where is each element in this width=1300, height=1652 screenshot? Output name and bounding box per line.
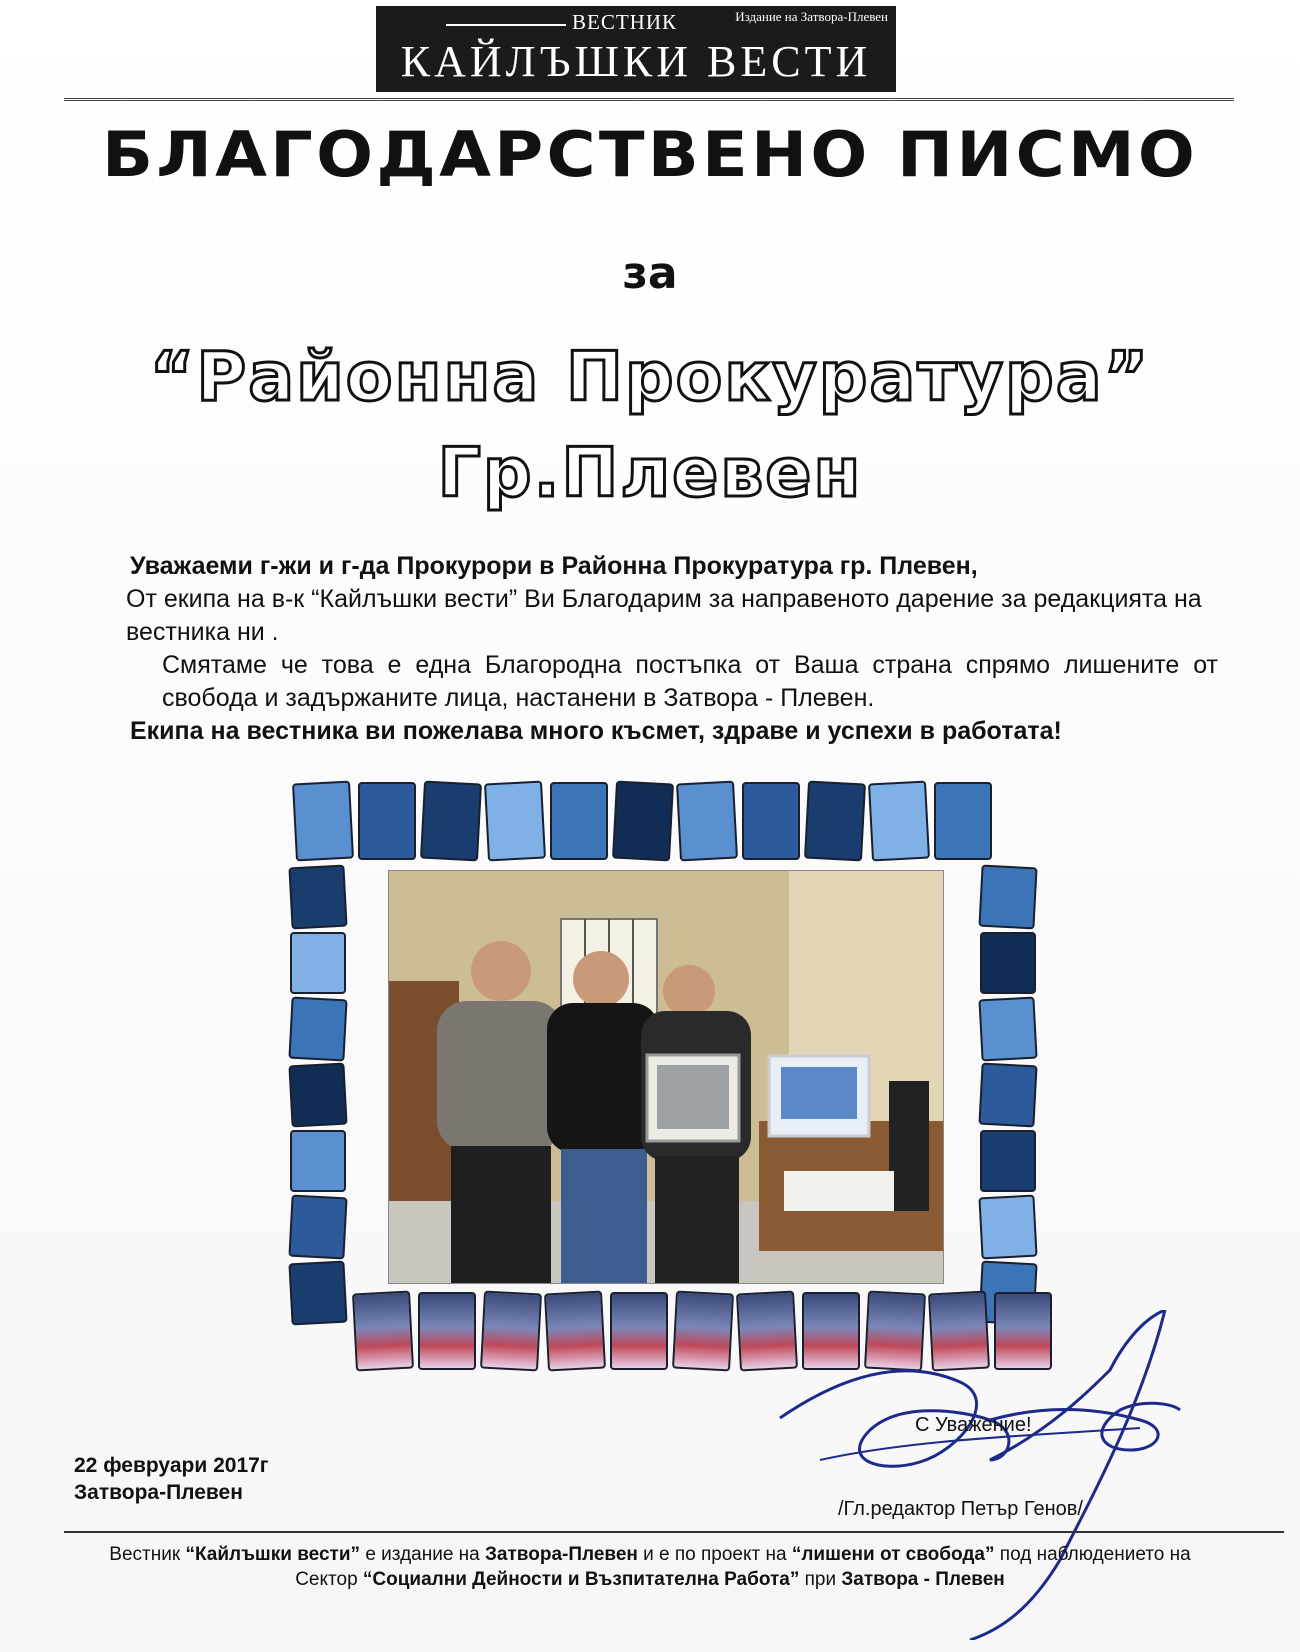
footer-text: при bbox=[799, 1569, 842, 1590]
frame-tile bbox=[612, 781, 674, 862]
letter-date: 22 февруари 2017г bbox=[74, 1454, 269, 1477]
frame-tile bbox=[978, 1195, 1037, 1260]
footer-line-1 bbox=[0, 1542, 1300, 1567]
footer-sector: “Социални Дейности и Възпитателна Работа” bbox=[362, 1569, 800, 1590]
footer-text: Вестник bbox=[109, 1544, 186, 1565]
frame-tile bbox=[352, 1291, 414, 1372]
frame-tile bbox=[288, 1261, 347, 1326]
bottom-divider bbox=[64, 1531, 1284, 1533]
frame-tile bbox=[978, 865, 1037, 930]
frame-tile bbox=[484, 781, 546, 862]
masthead-edition: Издание на Затвора-Плевен bbox=[735, 9, 888, 24]
frame-tile bbox=[934, 782, 992, 860]
recipient-organization: “Районна Прокуратура” bbox=[149, 338, 1151, 417]
masthead-rule bbox=[446, 24, 566, 26]
frame-tile bbox=[288, 997, 347, 1062]
paragraph-thanks: От екипа на в-к “Кайлъшки вести” Ви Благодарим за направеното дарение за редакцията на вестника ни . bbox=[126, 585, 1202, 646]
footer-text: Сектор bbox=[295, 1569, 363, 1590]
footer-prison: Затвора-Плевен bbox=[485, 1544, 638, 1565]
frame-tile bbox=[804, 781, 866, 862]
editor-name: /Гл.редактор Петър Генов/ bbox=[838, 1498, 1083, 1520]
frame-tile bbox=[288, 1063, 347, 1128]
regards-label: С Уважение! bbox=[915, 1414, 1032, 1436]
frame-tile bbox=[610, 1292, 668, 1370]
footer-project: “лишени от свобода” bbox=[791, 1544, 995, 1565]
top-divider bbox=[64, 98, 1234, 101]
masthead-title: КАЙЛЪШКИ ВЕСТИ bbox=[400, 37, 872, 86]
frame-tile bbox=[868, 781, 930, 862]
frame-tile bbox=[288, 1195, 347, 1260]
frame-tile bbox=[420, 781, 482, 862]
date-place bbox=[74, 1452, 269, 1506]
footer-text: е издание на bbox=[360, 1544, 486, 1565]
frame-tile bbox=[544, 1291, 606, 1372]
footer-text: и е по проект на bbox=[637, 1544, 792, 1565]
letter-place: Затвора-Плевен bbox=[74, 1481, 243, 1504]
frame-tile bbox=[288, 865, 347, 930]
frame-tile bbox=[418, 1292, 476, 1370]
frame-tile bbox=[292, 781, 354, 862]
frame-tile bbox=[978, 997, 1037, 1062]
frame-tile bbox=[676, 781, 738, 862]
frame-tile bbox=[358, 782, 416, 860]
frame-tile bbox=[672, 1291, 734, 1372]
paragraph-noble: Смятаме че това е една Благородна постъпка от Ваша страна спрямо лишените от свобода и задържаните лица, настанени в Затвора - Плевен. bbox=[162, 651, 1218, 712]
letter-body bbox=[108, 550, 1218, 748]
frame-tile bbox=[290, 1130, 346, 1192]
footer-text: под наблюдението на bbox=[994, 1544, 1191, 1565]
photo-illustration bbox=[389, 871, 944, 1284]
frame-tile bbox=[978, 1063, 1037, 1128]
for-label: за bbox=[622, 248, 678, 299]
group-photo bbox=[388, 870, 944, 1284]
footer-line-2 bbox=[0, 1567, 1300, 1592]
footer-newspaper: “Кайлъшки вести” bbox=[185, 1544, 361, 1565]
salutation: Уважаеми г-жи и г-да Прокурори в Районна Прокуратура гр. Плевен, bbox=[130, 552, 978, 580]
newspaper-masthead bbox=[376, 6, 896, 92]
masthead-vestnik: ВЕСТНИК bbox=[572, 10, 678, 34]
recipient-city: Гр.Плевен bbox=[437, 434, 863, 513]
frame-tile bbox=[980, 932, 1036, 994]
frame-tile bbox=[550, 782, 608, 860]
footer-prison-2: Затвора - Плевен bbox=[841, 1569, 1005, 1590]
frame-tile bbox=[980, 1130, 1036, 1192]
frame-tile bbox=[290, 932, 346, 994]
frame-tile bbox=[742, 782, 800, 860]
footer-note bbox=[0, 1542, 1300, 1592]
paragraph-wish: Екипа на вестника ви пожелава много късмет, здраве и успехи в работата! bbox=[130, 717, 1062, 745]
frame-tile bbox=[480, 1291, 542, 1372]
letter-heading: БЛАГОДАРСТВЕНО ПИСМО bbox=[101, 118, 1199, 191]
